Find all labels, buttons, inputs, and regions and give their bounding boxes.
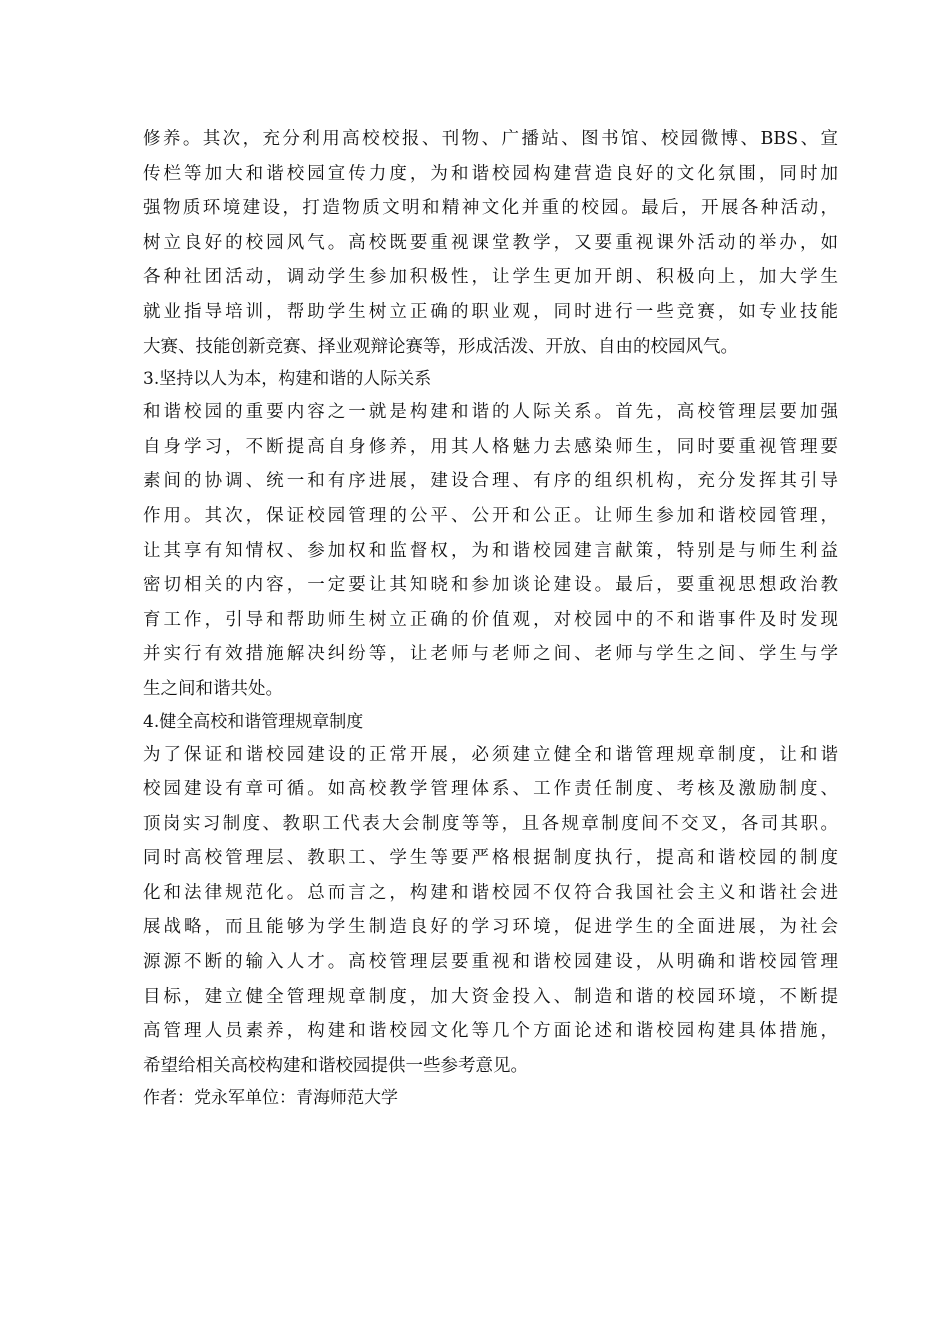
text-line: 育工作，引导和帮助师生树立正确的价值观，对校园中的不和谐事件及时发现 — [143, 609, 838, 630]
text-line: 源源不断的输入人才。高校管理层要重视和谐校园建设，从明确和谐校园管理 — [143, 952, 838, 973]
paragraph-campus-culture — [143, 122, 838, 364]
text-line: 修养。其次，充分利用高校校报、刊物、广播站、图书馆、校园微博、BBS、宣 — [143, 129, 838, 149]
paragraph-interpersonal-relations — [143, 395, 838, 706]
text-line: 自身学习，不断提高自身修养，用其人格魅力去感染师生，同时要重视管理要 — [143, 436, 838, 457]
text-line: 化和法律规范化。总而言之，构建和谐校园不仅符合我国社会主义和谐社会进 — [143, 882, 838, 903]
text-line: 树立良好的校园风气。高校既要重视课堂教学，又要重视课外活动的举办，如 — [143, 232, 838, 253]
paragraph-management-rules — [143, 738, 838, 1084]
text-line: 希望给相关高校构建和谐校园提供一些参考意见。 — [143, 1055, 528, 1076]
text-line: 目标，建立健全管理规章制度，加大资金投入、制造和谐的校园环境，不断提 — [143, 986, 838, 1007]
text-line: 为了保证和谐校园建设的正常开展，必须建立健全和谐管理规章制度，让和谐 — [143, 744, 838, 765]
text-line: 大赛、技能创新竞赛、择业观辩论赛等，形成活泼、开放、自由的校园风气。 — [143, 336, 738, 357]
text-line: 强物质环境建设，打造物质文明和精神文化并重的校园。最后，开展各种活动， — [143, 198, 838, 219]
section-heading-3: 3.坚持以人为本，构建和谐的人际关系 — [143, 369, 432, 390]
text-line: 素间的协调、统一和有序进展，建设合理、有序的组织机构，充分发挥其引导 — [143, 471, 838, 492]
text-line: 作用。其次，保证校园管理的公平、公开和公正。让师生参加和谐校园管理， — [143, 505, 838, 526]
text-line: 传栏等加大和谐校园宣传力度，为和谐校园构建营造良好的文化氛围，同时加 — [143, 163, 838, 184]
text-line: 并实行有效措施解决纠纷等，让老师与老师之间、老师与学生之间、学生与学 — [143, 644, 838, 665]
text-line: 高管理人员素养，构建和谐校园文化等几个方面论述和谐校园构建具体措施， — [143, 1021, 838, 1042]
text-line: 同时高校管理层、教职工、学生等要严格根据制度执行，提高和谐校园的制度 — [143, 848, 838, 869]
text-line: 展战略，而且能够为学生制造良好的学习环境，促进学生的全面进展，为社会 — [143, 917, 838, 938]
text-line: 顶岗实习制度、教职工代表大会制度等等，且各规章制度间不交叉，各司其职。 — [143, 813, 838, 834]
text-line: 校园建设有章可循。如高校教学管理体系、工作责任制度、考核及激励制度、 — [143, 779, 838, 800]
document-body — [143, 122, 838, 1113]
text-line: 各种社团活动，调动学生参加积极性，让学生更加开朗、积极向上，加大学生 — [143, 267, 838, 288]
text-line: 就业指导培训，帮助学生树立正确的职业观，同时进行一些竞赛，如专业技能 — [143, 301, 838, 322]
text-line: 生之间和谐共处。 — [143, 678, 283, 699]
author-affiliation: 作者：党永军单位：青海师范大学 — [143, 1088, 398, 1109]
section-heading-4: 4.健全高校和谐管理规章制度 — [143, 711, 364, 732]
text-line: 密切相关的内容，一定要让其知晓和参加谈论建设。最后，要重视思想政治教 — [143, 575, 838, 596]
text-line: 和谐校园的重要内容之一就是构建和谐的人际关系。首先，高校管理层要加强 — [143, 402, 838, 423]
text-line: 让其享有知情权、参加权和监督权，为和谐校园建言献策，特别是与师生利益 — [143, 540, 838, 561]
